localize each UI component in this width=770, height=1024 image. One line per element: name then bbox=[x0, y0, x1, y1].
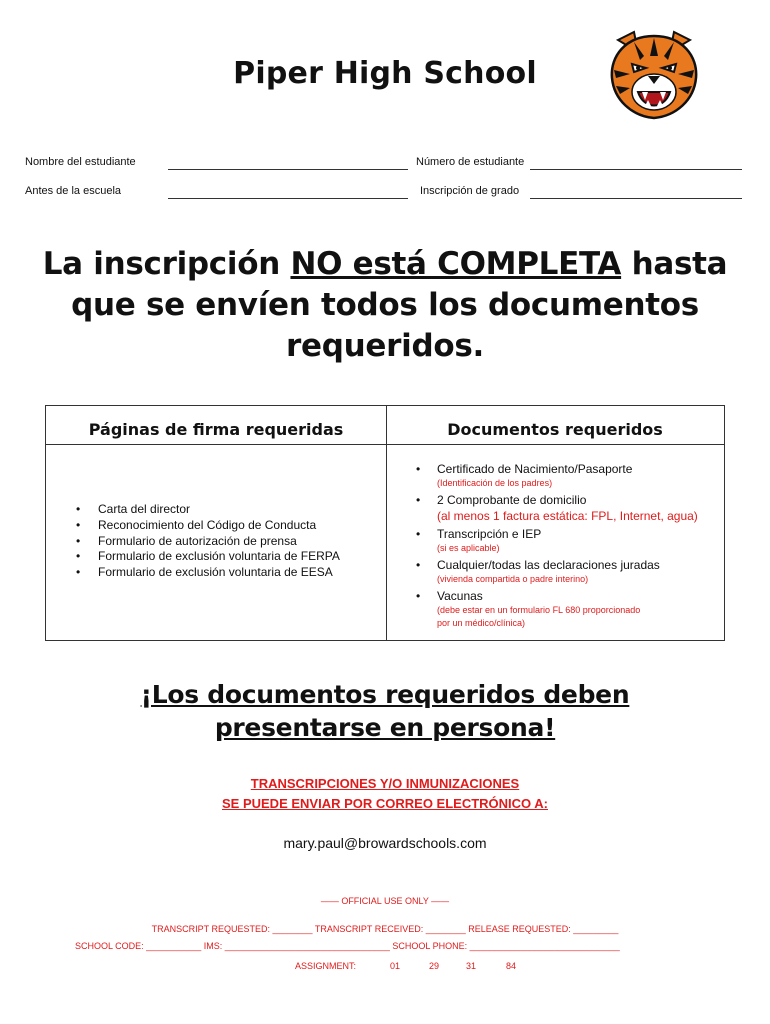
document-note: por un médico/clínica) bbox=[437, 618, 526, 628]
list-item bbox=[416, 462, 698, 490]
assignment-value: 84 bbox=[506, 961, 517, 971]
assignment-label: ASSIGNMENT: bbox=[295, 961, 357, 971]
signature-pages-header: Páginas de firma requeridas bbox=[88, 420, 344, 439]
document-note: (si es aplicable) bbox=[437, 543, 500, 553]
student-number-label: Número de estudiante bbox=[416, 156, 525, 168]
assignment-value: 31 bbox=[466, 961, 477, 971]
contact-email-link[interactable]: mary.paul@browardschools.com bbox=[283, 835, 487, 851]
student-name-label: Nombre del estudiante bbox=[25, 156, 136, 168]
assignment-value: 29 bbox=[429, 961, 440, 971]
document-name: • Certificado de Nacimiento/Pasaporte bbox=[437, 462, 633, 476]
document-note: (Identificación de los padres) bbox=[437, 478, 553, 488]
tiger-mascot-icon bbox=[604, 26, 704, 122]
document-note: (debe estar en un formulario FL 680 proporcionado bbox=[437, 605, 641, 615]
grade-enrollment-label: Inscripción de grado bbox=[420, 185, 520, 197]
list-item: • Formulario de exclusión voluntaria de EESA bbox=[76, 565, 340, 581]
enrollment-headline bbox=[0, 244, 770, 367]
headline-text-2: hasta bbox=[621, 246, 728, 282]
document-name: • Transcripción e IEP bbox=[437, 527, 542, 541]
list-item bbox=[416, 527, 698, 555]
required-documents-header: Documentos requeridos bbox=[447, 420, 663, 439]
signature-pages-list bbox=[76, 502, 340, 581]
official-use-title: —— OFFICIAL USE ONLY —— bbox=[320, 896, 450, 906]
document-name: • 2 Comprobante de domicilio bbox=[437, 493, 587, 507]
table-divider-horizontal bbox=[46, 444, 724, 445]
requirements-table bbox=[45, 405, 725, 641]
list-item bbox=[416, 589, 698, 630]
headline-emphasis: NO está COMPLETA bbox=[290, 246, 622, 282]
previous-school-field[interactable] bbox=[168, 198, 408, 199]
table-divider-vertical bbox=[386, 406, 387, 640]
list-item: • Formulario de autorización de prensa bbox=[76, 534, 340, 550]
headline-line-2: que se envíen todos los documentos bbox=[71, 287, 699, 323]
document-note: (al menos 1 factura estática: FPL, Internet, agua) bbox=[437, 509, 698, 523]
document-name: • Vacunas bbox=[437, 589, 483, 603]
official-row-1: TRANSCRIPT REQUESTED: ________ TRANSCRIPT RECEIVED: ________ RELEASE REQUESTED: _________ bbox=[151, 924, 619, 934]
document-note: (vivienda compartida o padre interino) bbox=[437, 574, 589, 584]
student-name-field[interactable] bbox=[168, 169, 408, 170]
headline-text-1: La inscripción bbox=[42, 246, 291, 282]
email-notice-line-2: SE PUEDE ENVIAR POR CORREO ELECTRÓNICO A: bbox=[222, 796, 548, 811]
list-item bbox=[416, 558, 698, 586]
list-item bbox=[416, 493, 698, 524]
list-item: • Formulario de exclusión voluntaria de FERPA bbox=[76, 549, 340, 565]
school-title: Piper High School bbox=[233, 56, 537, 91]
list-item: • Carta del director bbox=[76, 502, 340, 518]
in-person-line-1: ¡Los documentos requeridos deben bbox=[140, 680, 630, 709]
grade-enrollment-field[interactable] bbox=[530, 198, 742, 199]
required-documents-list bbox=[416, 462, 698, 633]
previous-school-label: Antes de la escuela bbox=[25, 185, 122, 197]
assignment-value: 01 bbox=[390, 961, 401, 971]
headline-line-3: requeridos. bbox=[286, 328, 484, 364]
official-row-2: SCHOOL CODE: ___________ IMS: _________________________________ SCHOOL PHONE: ______________________________ bbox=[75, 941, 620, 951]
document-name: • Cualquier/todas las declaraciones juradas bbox=[437, 558, 660, 572]
in-person-line-2: presentarse en persona! bbox=[214, 713, 556, 742]
email-notice-line-1: TRANSCRIPCIONES Y/O INMUNIZACIONES bbox=[250, 776, 520, 791]
list-item: • Reconocimiento del Código de Conducta bbox=[76, 518, 340, 534]
in-person-notice bbox=[0, 678, 770, 744]
student-number-field[interactable] bbox=[530, 169, 742, 170]
